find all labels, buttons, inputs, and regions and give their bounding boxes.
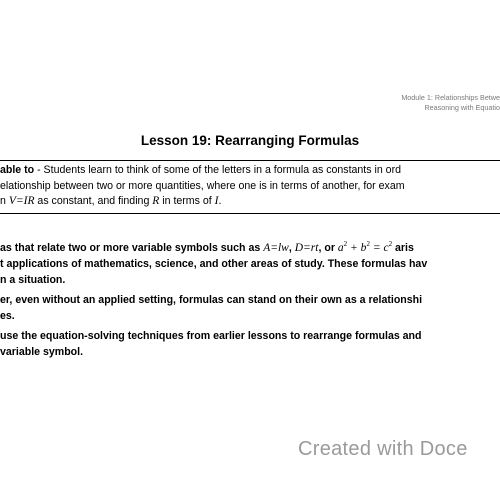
module-header-line1: Module 1: Relationships Betwe — [401, 93, 500, 102]
note-1-text: as that relate two or more variable symbols such as — [0, 241, 264, 254]
formula-distance: D=rt — [294, 241, 319, 254]
lesson-title: Lesson 19: Rearranging Formulas — [140, 133, 360, 148]
outcome-line-3 — [0, 194, 405, 210]
formula-area: A=lw — [263, 241, 289, 254]
note-1-end: aris — [392, 241, 414, 254]
note-2-line-1: er, even without an applied setting, formulas can stand on their own as a relationshi — [0, 293, 423, 306]
outcome-line-3-mid: as constant, and finding — [34, 195, 153, 207]
student-outcome — [0, 163, 405, 210]
variable-r: R — [152, 195, 160, 207]
watermark: Created with Doce — [298, 438, 468, 460]
outcome-line-3-mid2: in terms of — [159, 195, 215, 207]
pyth-sup-1: 2 — [343, 240, 348, 248]
note-2-line-2: es. — [0, 309, 15, 322]
outcome-line-1 — [0, 163, 405, 179]
module-header-line2: Reasoning with Equatio — [424, 103, 500, 112]
note-1-line-2: t applications of mathematics, science, and other areas of study. These formulas hav — [0, 257, 428, 270]
note-1-line-1 — [0, 236, 427, 256]
lesson-notes — [0, 236, 427, 360]
outcome-line-2: elationship between two or more quantities, where one is in terms of another, for exam — [0, 179, 405, 192]
note-1-sep-1: , — [288, 241, 295, 254]
variable-i: I — [214, 195, 219, 207]
outcome-lead: able to — [0, 164, 35, 176]
formula-pythagorean — [338, 242, 392, 254]
pyth-sup-2: 2 — [366, 240, 370, 248]
pyth-sup-3: 2 — [388, 240, 393, 248]
note-3-line-2: variable symbol. — [0, 345, 84, 358]
outcome-line-3-pre: n — [0, 195, 9, 207]
outcome-line-3-end: . — [218, 195, 222, 207]
pyth-c: = c — [369, 241, 389, 254]
outcome-line-1-text: - Students learn to think of some of the letters in a formula as constants in ord — [34, 164, 401, 176]
pyth-a: a — [337, 241, 344, 254]
pyth-b: + b — [347, 241, 367, 254]
note-1-line-3: n a situation. — [0, 273, 66, 286]
module-header — [401, 93, 500, 113]
note-3-line-1: use the equation-solving techniques from earlier lessons to rearrange formulas and — [0, 329, 422, 342]
equation-v-ir: V=IR — [8, 195, 35, 207]
note-1-sep-2: , or — [318, 241, 338, 254]
